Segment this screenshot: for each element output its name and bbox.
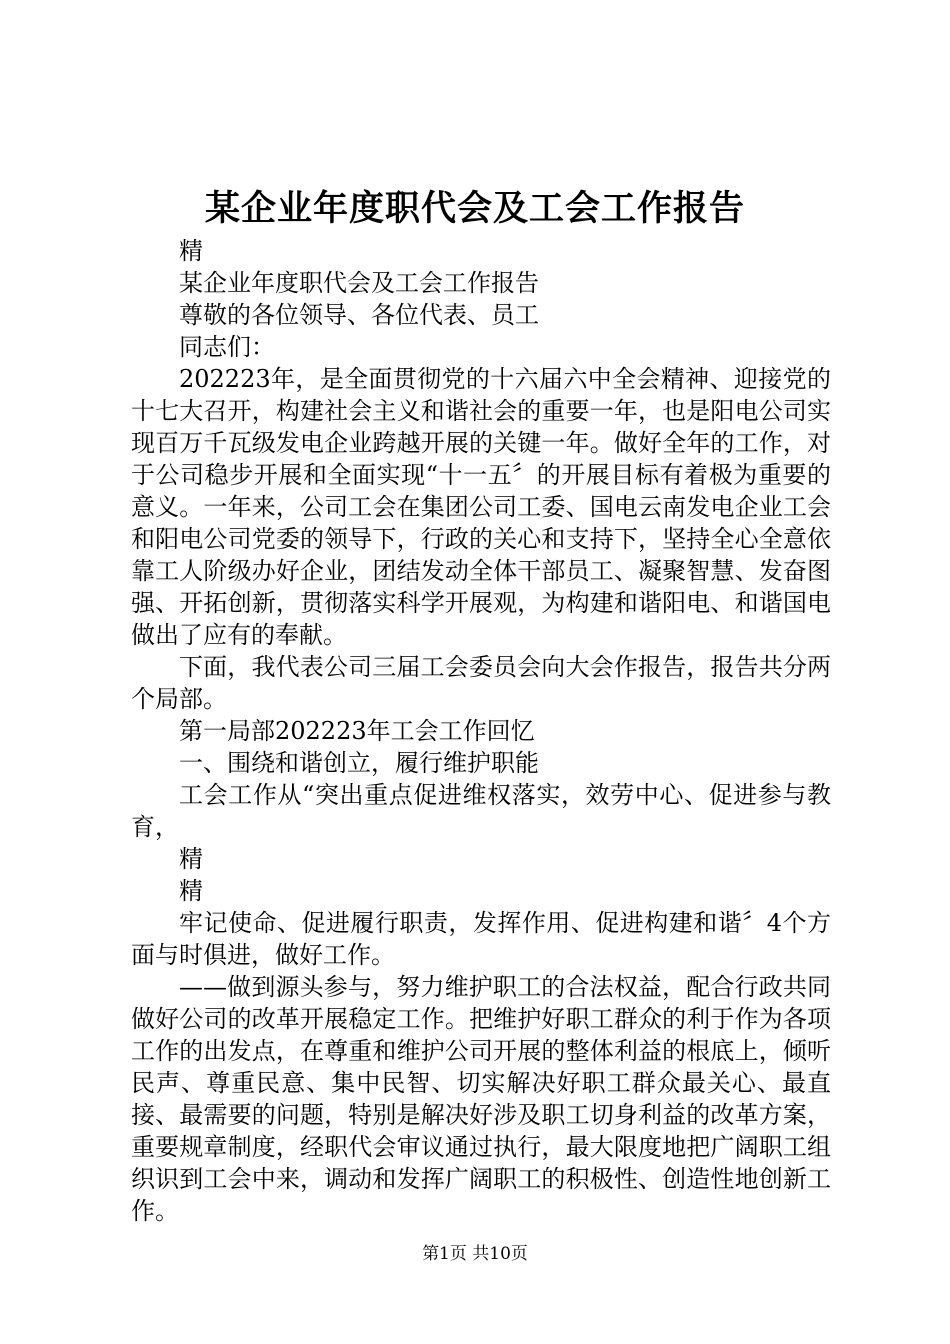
document-body <box>131 235 831 1227</box>
paragraph: 下面，我代表公司三届工会委员会向大会作报告，报告共分两个局部。 <box>131 653 831 713</box>
paragraph: 工会工作从“突出重点促进维权落实，效劳中心、促进参与教育， <box>131 781 831 841</box>
paragraph: 202223年，是全面贯彻党的十六届六中全会精神、迎接党的十七大召开，构建社会主义和谐社会的重要一年，也是阳电公司实现百万千瓦级发电企业跨越开展的关键一年。做好全年的工作，对于公司稳步开展和全面实现“十一五〞的开展目标有着极为重要的意义。一年来，公司工会在集团公司工委、国电云南发电企业工会和阳电公司党委的领导下，行政的关心和支持下，坚持全心全意依靠工人阶级办好企业，团结发动全体干部员工、凝聚智慧、发奋图强、开拓创新，贯彻落实科学开展观，为构建和谐阳电、和谐国电做出了应有的奉献。 <box>131 365 831 649</box>
page-footer: 第1页 共10页 <box>422 1244 528 1264</box>
paragraph: 精 <box>179 845 203 873</box>
paragraph: ——做到源头参与，努力维护职工的合法权益，配合行政共同做好公司的改革开展稳定工作。把维护好职工群众的利于作为各项工作的出发点，在尊重和维护公司开展的整体利益的根底上，倾听民声、尊重民意、集中民智、切实解决好职工群众最关心、最直接、最需要的问题，特别是解决好涉及职工切身利益的改革方案，重要规章制度，经职代会审议通过执行，最大限度地把广阔职工组织识到工会中来，调动和发挥广阔职工的积极性、创造性地创新工作。 <box>131 973 831 1225</box>
paragraph: 精 <box>179 877 203 905</box>
paragraph: 同志们： <box>179 333 275 361</box>
paragraph: 第一局部202223年工会工作回忆 <box>179 717 535 745</box>
paragraph: 尊敬的各位领导、各位代表、员工 <box>179 301 539 329</box>
paragraph: 一、围绕和谐创立，履行维护职能 <box>179 749 539 777</box>
paragraph: 精 <box>179 237 203 265</box>
document-title: 某企业年度职代会及工会工作报告 <box>204 188 745 229</box>
paragraph: 某企业年度职代会及工会工作报告 <box>179 269 539 297</box>
paragraph: 牢记使命、促进履行职责，发挥作用、促进构建和谐〞4个方面与时俱进，做好工作。 <box>131 909 831 969</box>
